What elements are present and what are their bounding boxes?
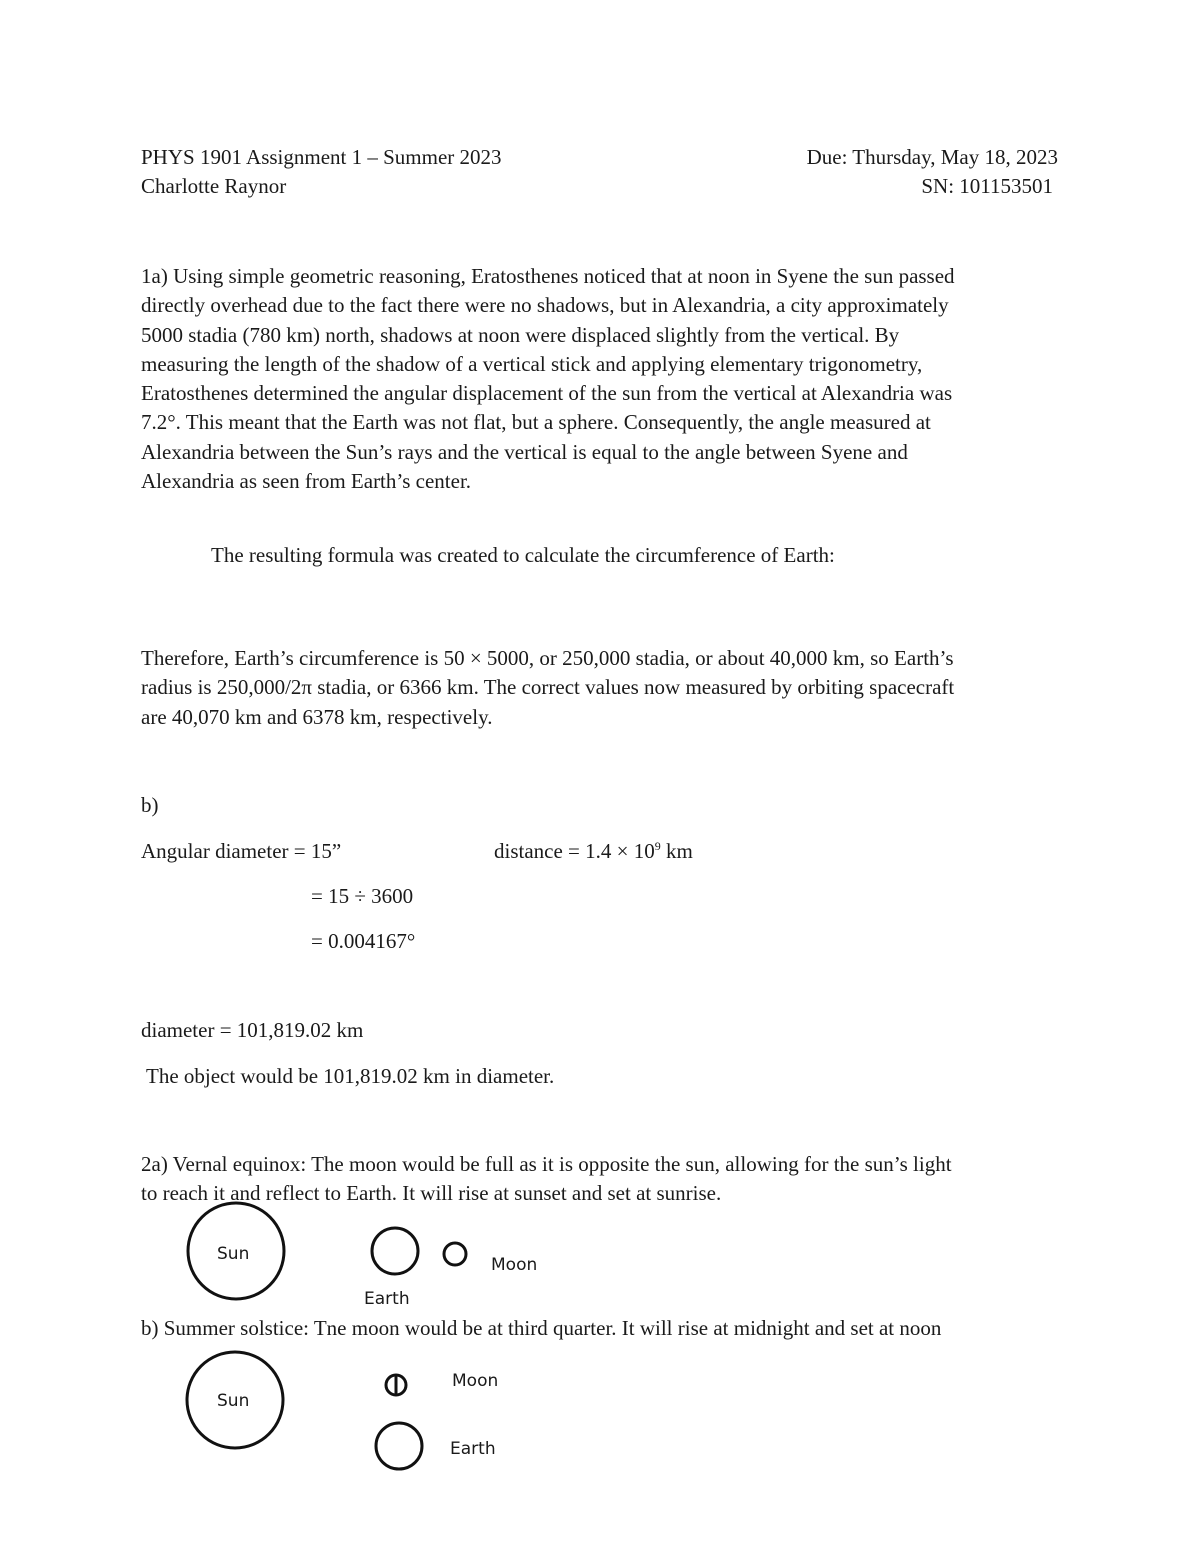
distance-base: distance = 1.4 × 10 xyxy=(494,839,655,863)
conversion-result: = 0.004167° xyxy=(311,929,416,953)
student-name: Charlotte Raynor xyxy=(141,174,287,198)
paragraph-line: 7.2°. This meant that the Earth was not flat, but a sphere. Consequently, the angle measured at xyxy=(141,410,931,435)
third-quarter-moon-icon xyxy=(386,1375,406,1395)
moon-circle-equinox xyxy=(444,1243,466,1265)
paragraph-line: Alexandria as seen from Earth’s center. xyxy=(141,469,472,494)
question-1b-label: b) xyxy=(141,793,159,817)
paragraph-line: Alexandria between the Sun’s rays and the vertical is equal to the angle between Syene and xyxy=(141,439,908,464)
question-1b-answer: The object would be 101,819.02 km in diameter. xyxy=(146,1064,555,1088)
distance-exponent: 9 xyxy=(654,839,661,853)
student-number: SN: 101153501 xyxy=(921,174,1053,198)
paragraph-line: measuring the length of the shadow of a vertical stick and applying elementary trigonometry, xyxy=(141,351,923,376)
formula-intro: The resulting formula was created to calculate the circumference of Earth: xyxy=(211,543,835,567)
paragraph-line: radius is 250,000/2π stadia, or 6366 km. The correct values now measured by orbiting spacecraft xyxy=(141,675,955,700)
diameter-result: diameter = 101,819.02 km xyxy=(141,1018,364,1042)
paragraph-line: to reach it and reflect to Earth. It will rise at sunset and set at sunrise. xyxy=(141,1181,722,1206)
moon-label-equinox: Moon xyxy=(491,1255,538,1275)
paragraph-line: 5000 stadia (780 km) north, shadows at noon were displaced slightly from the vertical. By xyxy=(141,322,900,347)
paragraph-line: 1a) Using simple geometric reasoning, Eratosthenes noticed that at noon in Syene the sun passed xyxy=(141,264,955,288)
conversion-step: = 15 ÷ 3600 xyxy=(311,884,414,908)
angular-diameter: Angular diameter = 15” xyxy=(141,839,342,863)
paragraph-line: directly overhead due to the fact there were no shadows, but in Alexandria, a city approximately xyxy=(141,293,949,318)
paragraph-line: are 40,070 km and 6378 km, respectively. xyxy=(141,704,493,729)
question-2b-text: b) Summer solstice: Tne moon would be at third quarter. It will rise at midnight and set at noon xyxy=(141,1316,942,1340)
course-title: PHYS 1901 Assignment 1 – Summer 2023 xyxy=(141,145,502,169)
sun-label-equinox: Sun xyxy=(217,1244,250,1264)
due-date: Due: Thursday, May 18, 2023 xyxy=(806,145,1058,169)
earth-circle-solstice xyxy=(376,1423,422,1469)
earth-label-equinox: Earth xyxy=(364,1289,410,1309)
sun-label-solstice: Sun xyxy=(217,1391,250,1411)
earth-circle-equinox xyxy=(372,1228,418,1274)
paragraph-line: Eratosthenes determined the angular displacement of the sun from the vertical at Alexandria was xyxy=(141,381,953,406)
paragraph-line: Therefore, Earth’s circumference is 50 × 5000, or 250,000 stadia, or about 40,000 km, so Earth’s xyxy=(141,646,954,670)
earth-label-solstice: Earth xyxy=(450,1439,496,1459)
moon-label-solstice: Moon xyxy=(452,1371,499,1391)
paragraph-line: 2a) Vernal equinox: The moon would be full as it is opposite the sun, allowing for the sun’s light xyxy=(141,1152,952,1176)
distance-unit: km xyxy=(660,839,693,863)
